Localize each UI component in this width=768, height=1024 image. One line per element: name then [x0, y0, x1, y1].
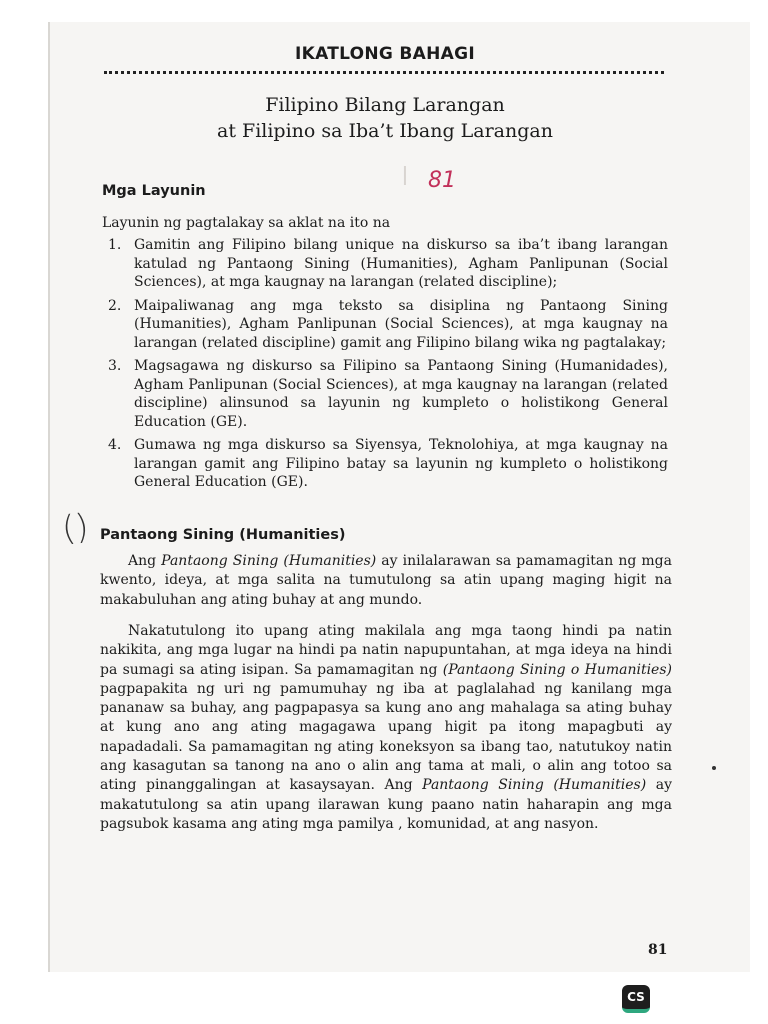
list-number: 3.: [108, 358, 122, 374]
list-item: [104, 436, 668, 492]
list-item: [104, 357, 668, 431]
paragraph-emphasis: (Pantaong Sining o Humanities): [442, 661, 672, 678]
humanities-heading: Pantaong Sining (Humanities): [100, 527, 346, 543]
list-number: 2.: [108, 297, 122, 314]
objectives-intro: Layunin ng pagtalakay sa aklat na ito na: [102, 215, 391, 231]
list-number: 4.: [108, 437, 122, 453]
chapter-title-line-1: Filipino Bilang Larangan: [265, 94, 505, 116]
camscanner-logo-icon: CS: [622, 985, 650, 1013]
list-number: 1.: [108, 237, 122, 253]
paragraph-emphasis: Pantaong Sining (Humanities): [422, 777, 647, 794]
paragraph-text: ay inilalarawan sa pamamagitan ng mga kwento, ideya, at mga salita na tumutulong sa atin upang maging higit na makabuluhan ang ating buhay at ang mundo.: [100, 553, 672, 608]
paragraph-text: Nakatutulong ito upang ating makilala ang mga taong hindi pa natin nakikita, ang mga lugar na hindi pa natin napupuntahan, at mga ideya na hindi pa sumagi sa ating isipan. Sa pamamagitan ng: [100, 623, 672, 678]
paragraph-text: Ang: [128, 553, 162, 569]
list-item-text: Maipaliwanag ang mga teksto sa disiplina ng Pantaong Sining (Humanities), Agham Panlipunan (Social Sciences), at mga kaugnay na larangan (related discipline) gamit ang Filipino bilang wika ng pagtalakay;: [134, 297, 668, 351]
paragraph-emphasis: Pantaong Sining (Humanities): [161, 553, 377, 569]
part-title: IKATLONG BAHAGI: [295, 44, 475, 64]
list-item: [104, 236, 668, 292]
objectives-heading: Mga Layunin: [102, 183, 206, 199]
paragraph-text: pagpapakita ng uri ng pamumuhay ng iba at paglalahad ng kanilang mga pananaw sa buhay, ang pagpapasya sa kung ano ang mahalaga sa ating buhay at kung ano ang ating magagawa upang higit pa itong mapagbuti ay napadadali. Sa pamamagitan ng ating koneksyon sa ibang tao, natutukoy natin ang kasagutan sa tanong na ano o alin ang tama at mali, o alin ang totoo sa ating pinanggalingan at kasaysayan. Ang: [100, 680, 672, 794]
red-handwritten-mark: 81: [428, 168, 456, 193]
list-item-text: Gumawa ng mga diskurso sa Siyensya, Teknolohiya, at mga kaugnay na larangan gamit ang Filipino batay sa layunin ng kumpleto o holistikong General Education (GE).: [134, 437, 668, 490]
humanities-paragraph-2: [100, 622, 672, 834]
paragraph-text: ay makatutulong sa atin upang ilarawan kung paano natin haharapin ang mga pagsubok kasama ang ating mga pamilya , komunidad, at ang nasyon.: [100, 777, 672, 832]
page-number: 81: [648, 942, 668, 958]
humanities-paragraph-1: [100, 552, 672, 610]
list-item: [104, 297, 668, 353]
list-item-text: Gamitin ang Filipino bilang unique na diskurso sa iba’t ibang larangan katulad ng Pantaong Sining (Humanities), Agham Panlipunan (Social Sciences), at mga kaugnay na larangan (related discipline);: [134, 237, 668, 290]
chapter-title-line-2: at Filipino sa Iba’t Ibang Larangan: [217, 120, 553, 142]
chapter-title: [100, 92, 670, 144]
pen-margin-mark: (): [59, 506, 91, 550]
scan-speck: [712, 766, 716, 770]
faint-pencil-mark: ꟾ: [402, 166, 408, 190]
dotted-divider: [104, 71, 664, 74]
objectives-list: [104, 236, 668, 497]
list-item-text: Magsagawa ng diskurso sa Filipino sa Pantaong Sining (Humanidades), Agham Panlipunan (Social Sciences), at mga kaugnay na larangan (related discipline) alinsunod sa layunin ng kumpleto o holistikong General Education (GE).: [134, 358, 668, 430]
